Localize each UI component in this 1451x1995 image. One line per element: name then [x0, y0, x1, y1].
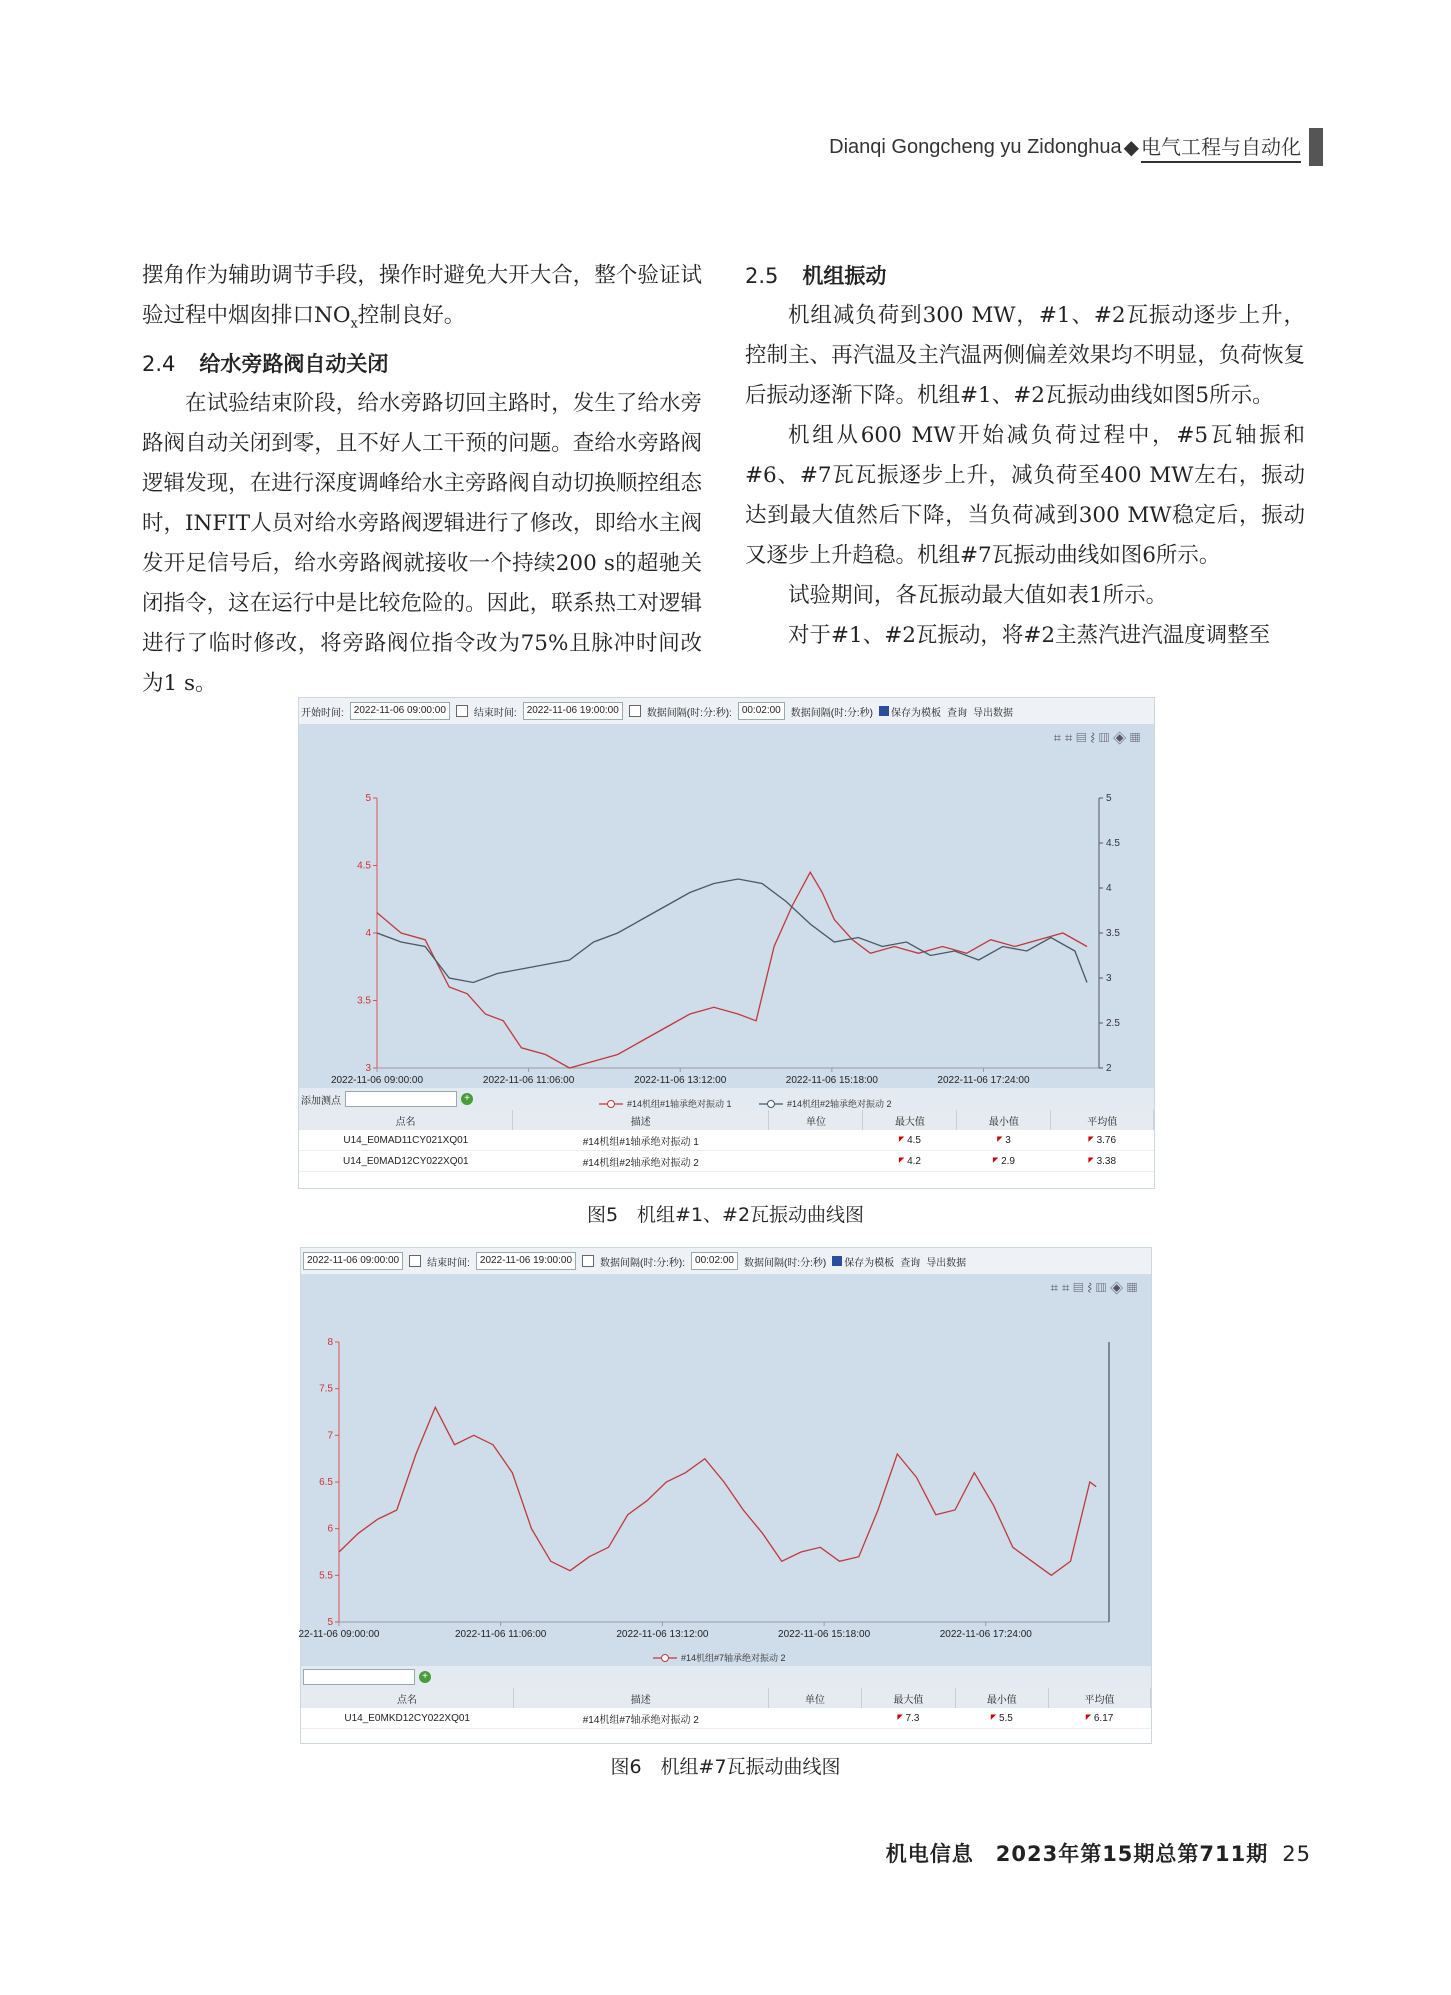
- right-column: [745, 256, 1305, 656]
- interval-label: 数据间隔(时:分:秒):: [600, 1257, 686, 1269]
- calendar-icon[interactable]: [629, 705, 641, 717]
- col-header: 平均值: [1049, 1688, 1151, 1708]
- add-point-input[interactable]: [345, 1091, 457, 1107]
- x-tick-label: 2022-11-06 13:12:00: [616, 1629, 709, 1640]
- cell-avg-value: 6.17: [1093, 1712, 1114, 1724]
- cell-min: ◤ 5.5: [955, 1708, 1048, 1729]
- page-footer: [886, 1838, 1311, 1868]
- y-tick-label-right: 4.5: [1106, 838, 1120, 849]
- paragraph: 对于#1、#2瓦振动，将#2主蒸汽进汽温度调整至: [788, 623, 1271, 648]
- table-header-row: [299, 1110, 1154, 1130]
- y-tick-label-right: 3.5: [1106, 928, 1120, 939]
- cell-min: ◤ 3: [957, 1130, 1051, 1151]
- interval-input[interactable]: 00:02:00: [691, 1252, 738, 1270]
- y-tick-label: 5.5: [319, 1570, 333, 1582]
- vibration-chart-7: [298, 1274, 1151, 1666]
- cell-unit: [769, 1151, 863, 1172]
- export-button[interactable]: 导出数据: [972, 707, 1013, 719]
- cell-min: ◤ 2.9: [957, 1151, 1051, 1172]
- x-tick-label: 2022-11-06 09:00:00: [330, 1075, 424, 1086]
- cell-max-value: 4.2: [907, 1155, 921, 1167]
- paragraph: 机组减负荷到300 MW，#1、#2瓦振动逐步上升，控制主、再汽温及主汽温两侧偏差效果均不明显，负荷恢复后振动逐渐下降。机组#1、#2瓦振动曲线如图5所示。: [745, 303, 1305, 408]
- series-line: [377, 872, 1087, 1068]
- query-button[interactable]: 查询: [946, 707, 967, 719]
- nox-subscript: x: [350, 316, 358, 332]
- y-tick-label: 3.5: [357, 995, 371, 1007]
- chart-tools: [1054, 730, 1144, 746]
- calendar-icon[interactable]: [456, 705, 468, 717]
- table-row[interactable]: [299, 1130, 1154, 1151]
- col-header: 最小值: [957, 1110, 1051, 1130]
- journal-pinyin: Dianqi Gongcheng yu Zidonghua: [829, 135, 1122, 158]
- y-tick-label: 7.5: [319, 1383, 333, 1395]
- save-template-button[interactable]: [879, 704, 941, 719]
- section-number: 2.4: [142, 352, 176, 377]
- query-toolbar: [299, 698, 1154, 724]
- cell-max-value: 4.5: [907, 1134, 921, 1146]
- page-number: 25: [1282, 1842, 1311, 1866]
- x-tick-label: 2022-11-06 15:18:00: [785, 1075, 878, 1086]
- query-button[interactable]: 查询: [900, 1257, 921, 1269]
- end-time-label: 结束时间:: [427, 1257, 470, 1269]
- cell-desc: #14机组#2轴承绝对振动 2: [513, 1151, 769, 1172]
- col-header: 最大值: [862, 1688, 955, 1708]
- save-template-label: 保存为模板: [890, 707, 941, 719]
- col-header: 最小值: [955, 1688, 1048, 1708]
- cell-max: ◤ 4.5: [863, 1130, 957, 1151]
- add-icon[interactable]: +: [419, 1671, 431, 1683]
- x-tick-label: 22-11-06 09:00:00: [298, 1629, 380, 1640]
- save-icon: [832, 1256, 842, 1266]
- chart-tools: [1051, 1280, 1141, 1296]
- x-tick-label: 2022-11-06 11:06:00: [455, 1629, 547, 1640]
- chart-area: [298, 1274, 1151, 1666]
- legend-label: #14机组#1轴承绝对振动 1: [627, 1099, 732, 1109]
- y-tick-label: 6.5: [319, 1477, 333, 1488]
- cell-desc: #14机组#7轴承绝对振动 2: [513, 1708, 768, 1729]
- document-icon[interactable]: ▤: [1073, 1280, 1088, 1295]
- y-tick-label-right: 4: [1106, 883, 1112, 894]
- bar-chart-icon[interactable]: ▥: [1099, 730, 1114, 745]
- col-header: 单位: [768, 1688, 861, 1708]
- running-header: [829, 128, 1323, 166]
- diamond-icon: ◆: [1123, 136, 1139, 159]
- paragraph: 机组从600 MW开始减负荷过程中，#5瓦轴振和#6、#7瓦瓦振逐步上升，减负荷至400 MW左右，振动达到最大值然后下降，当负荷减到300 MW稳定后，振动又逐步上升趋稳。机组#7瓦振动曲线如图6所示。: [745, 423, 1305, 568]
- cell-unit: [768, 1708, 861, 1729]
- cell-max: ◤ 4.2: [863, 1151, 957, 1172]
- cell-avg: ◤ 3.76: [1051, 1130, 1154, 1151]
- bar-chart-icon[interactable]: ▥: [1096, 1280, 1111, 1295]
- y-tick-label-right: 5: [1106, 793, 1112, 804]
- cell-avg-value: 3.38: [1096, 1155, 1117, 1167]
- document-icon[interactable]: ▤: [1076, 730, 1091, 745]
- points-table: [301, 1688, 1151, 1729]
- grid-icon[interactable]: ▦: [1127, 1280, 1141, 1295]
- paragraph-text: 摆角作为辅助调节手段，操作时避免大开大合，整个验证试验过程中烟囱排口NO: [142, 263, 702, 328]
- query-toolbar: [301, 1248, 1151, 1274]
- interval-input[interactable]: 00:02:00: [738, 702, 785, 720]
- left-column: [142, 256, 702, 704]
- crop-icon[interactable]: ⌗: [1050, 1280, 1062, 1295]
- col-header: 描述: [513, 1688, 768, 1708]
- export-button[interactable]: 导出数据: [926, 1257, 967, 1269]
- paragraph: 在试验结束阶段，给水旁路切回主路时，发生了给水旁路阀自动关闭到零，且不好人工干预的问题。查给水旁路阀逻辑发现，在进行深度调峰给水主旁路阀自动切换顺控组态时，INFIT人员对给水旁路阀逻辑进行了修改，即给水主阀发开足信号后，给水旁路阀就接收一个持续200 s的超驰关闭指令，这在运行中是比较危险的。因此，联系热工对逻辑进行了临时修改，将旁路阀位指令改为75%且脉冲时间改为1 s。: [142, 391, 702, 697]
- footer-journal: 机电信息 2023年第15期总第711期: [885, 1842, 1269, 1866]
- cell-max: ◤ 7.3: [862, 1708, 955, 1729]
- figure-5: [298, 697, 1155, 1189]
- section-heading: [142, 344, 702, 384]
- legend-marker: [662, 1655, 669, 1662]
- calendar-icon[interactable]: [409, 1255, 421, 1267]
- x-tick-label: 2022-11-06 15:18:00: [778, 1629, 871, 1640]
- end-time-input[interactable]: 2022-11-06 19:00:00: [523, 702, 623, 720]
- header-bar: [1309, 128, 1323, 166]
- end-time-label: 结束时间:: [473, 707, 517, 719]
- paragraph: [142, 256, 702, 344]
- x-tick-label: 2022-11-06 11:06:00: [482, 1075, 575, 1086]
- y-tick-label: 4.5: [357, 860, 371, 872]
- y-tick-label: 3: [365, 1063, 371, 1074]
- add-point-bar: [301, 1666, 1151, 1688]
- col-header: 点名: [299, 1110, 513, 1130]
- line-chart-icon[interactable]: ⌇: [1087, 1280, 1097, 1295]
- crop-icon[interactable]: ⌗: [1062, 1280, 1074, 1295]
- section-title: 机组振动: [802, 264, 887, 288]
- section-number: 2.5: [745, 264, 779, 288]
- grid-icon[interactable]: ▦: [1130, 730, 1144, 745]
- start-time-input[interactable]: 2022-11-06 09:00:00: [350, 702, 450, 720]
- y-tick-label: 4: [365, 928, 371, 939]
- legend-marker: [608, 1101, 615, 1108]
- table-header-row: [301, 1688, 1151, 1708]
- col-header: 平均值: [1051, 1110, 1154, 1130]
- x-tick-label: 2022-11-06 17:24:00: [939, 1629, 1032, 1640]
- start-time-input[interactable]: 2022-11-06 09:00:00: [303, 1252, 403, 1270]
- col-header: 描述: [513, 1110, 769, 1130]
- series-line: [339, 1407, 1096, 1575]
- legend-marker: [768, 1101, 775, 1108]
- y-tick-label-right: 2: [1106, 1063, 1112, 1074]
- y-tick-label: 6: [327, 1523, 333, 1535]
- cell-name: U14_E0MKD12CY022XQ01: [301, 1708, 513, 1729]
- figure-5-caption: 图5 机组#1、#2瓦振动曲线图: [586, 1204, 865, 1226]
- cell-min-value: 2.9: [1001, 1155, 1015, 1167]
- cell-unit: [769, 1130, 863, 1151]
- table-row[interactable]: [301, 1708, 1151, 1729]
- table-row[interactable]: [299, 1151, 1154, 1172]
- interval-label-2: 数据间隔(时:分:秒): [790, 707, 873, 719]
- add-icon[interactable]: +: [461, 1093, 473, 1105]
- y-tick-label: 7: [327, 1430, 333, 1442]
- y-tick-label-right: 2.5: [1106, 1018, 1120, 1029]
- paragraph-tail: 控制良好。: [357, 303, 466, 328]
- y-tick-label: 5: [365, 793, 371, 804]
- save-template-button[interactable]: [832, 1254, 894, 1269]
- line-chart-icon[interactable]: ⌇: [1090, 730, 1100, 745]
- interval-label-2: 数据间隔(时:分:秒): [743, 1257, 827, 1269]
- figure-6-caption: 图6 机组#7瓦振动曲线图: [610, 1756, 841, 1778]
- col-header: 单位: [769, 1110, 863, 1130]
- cell-name: U14_E0MAD11CY021XQ01: [299, 1130, 513, 1151]
- paragraph: 试验期间，各瓦振动最大值如表1所示。: [788, 583, 1168, 608]
- calendar-icon[interactable]: [582, 1255, 594, 1267]
- cell-desc: #14机组#1轴承绝对振动 1: [513, 1130, 769, 1151]
- x-tick-label: 2022-11-06 17:24:00: [937, 1075, 1030, 1086]
- save-template-label: 保存为模板: [844, 1257, 895, 1269]
- cell-name: U14_E0MAD12CY022XQ01: [299, 1151, 513, 1172]
- end-time-input[interactable]: 2022-11-06 19:00:00: [476, 1252, 576, 1270]
- y-tick-label-right: 3: [1106, 973, 1112, 984]
- journal-chinese-title: 电气工程与自动化: [1141, 131, 1301, 163]
- section-title: 给水旁路阀自动关闭: [199, 352, 389, 377]
- cell-min-value: 3: [1005, 1134, 1011, 1146]
- add-point-input[interactable]: [303, 1669, 415, 1685]
- layers-icon[interactable]: ◈: [1113, 730, 1131, 745]
- section-heading: [745, 256, 1305, 296]
- figure-6: [300, 1247, 1152, 1744]
- cell-max-value: 7.3: [905, 1712, 920, 1724]
- crop-icon[interactable]: ⌗: [1065, 730, 1077, 745]
- crop-icon[interactable]: ⌗: [1053, 730, 1065, 745]
- y-tick-label: 5: [327, 1617, 333, 1628]
- col-header: 点名: [301, 1688, 513, 1708]
- cell-min-value: 5.5: [998, 1712, 1013, 1724]
- save-icon: [879, 706, 889, 716]
- x-tick-label: 2022-11-06 13:12:00: [634, 1075, 727, 1086]
- series-line: [377, 879, 1087, 983]
- y-tick-label: 8: [327, 1337, 333, 1348]
- col-header: 最大值: [863, 1110, 957, 1130]
- layers-icon[interactable]: ◈: [1110, 1280, 1128, 1295]
- add-point-label: 添加测点: [301, 1095, 341, 1107]
- legend-label: #14机组#2轴承绝对振动 2: [787, 1099, 892, 1109]
- cell-avg: ◤ 6.17: [1049, 1708, 1151, 1729]
- interval-label: 数据间隔(时:分:秒):: [646, 707, 732, 719]
- start-time-label: 开始时间:: [301, 707, 344, 719]
- cell-avg-value: 3.76: [1096, 1134, 1117, 1146]
- points-table: [299, 1110, 1154, 1172]
- cell-avg: ◤ 3.38: [1051, 1151, 1154, 1172]
- legend-label: #14机组#7轴承绝对振动 2: [681, 1653, 786, 1663]
